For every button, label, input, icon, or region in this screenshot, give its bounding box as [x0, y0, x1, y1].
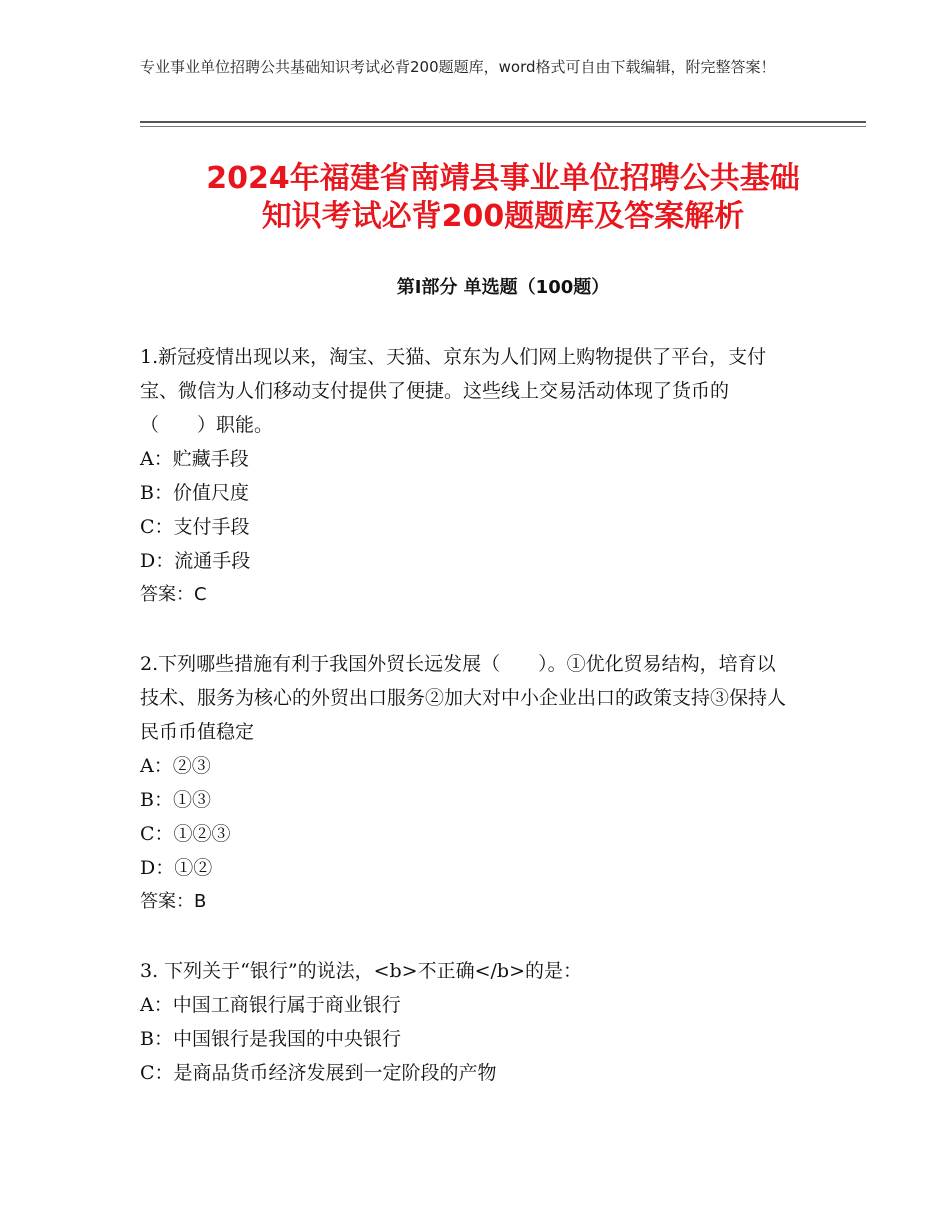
option-b: B：中国银行是我国的中央银行	[140, 1028, 401, 1050]
option-b: B：价值尺度	[140, 482, 249, 504]
answer: 答案：B	[140, 891, 207, 912]
document-title	[140, 160, 866, 236]
question-list	[140, 340, 790, 1125]
option-a: A：贮藏手段	[140, 448, 249, 470]
question-stem: 3. 下列关于“银行”的说法，<b>不正确</b>的是：	[140, 960, 583, 982]
header-note: 专业事业单位招聘公共基础知识考试必背200题题库，word格式可自由下载编辑，附完整答案！	[140, 58, 776, 76]
option-c: C：支付手段	[140, 516, 250, 538]
header-rule-thick	[140, 121, 866, 123]
title-line-1: 2024年福建省南靖县事业单位招聘公共基础	[206, 161, 800, 196]
question-stem: 2.下列哪些措施有利于我国外贸长远发展（ ）。①优化贸易结构，培育以技术、服务为核心的外贸出口服务②加大对中小企业出口的政策支持③保持人民币币值稳定	[140, 653, 787, 743]
question-3	[140, 954, 790, 1090]
option-c: C：①②③	[140, 823, 231, 845]
option-a: A：中国工商银行属于商业银行	[140, 994, 401, 1016]
answer: 答案：C	[140, 584, 207, 605]
section-title: 第Ⅰ部分 单选题（100题）	[396, 277, 610, 298]
question-stem: 1.新冠疫情出现以来，淘宝、天猫、京东为人们网上购物提供了平台，支付宝、微信为人们移动支付提供了便捷。这些线上交易活动体现了货币的（ ）职能。	[140, 346, 767, 436]
title-line-2: 知识考试必背200题题库及答案解析	[261, 199, 745, 234]
header-rule-thin	[140, 126, 866, 127]
option-d: D：流通手段	[140, 550, 251, 572]
question-1	[140, 340, 790, 612]
option-d: D：①②	[140, 857, 213, 879]
option-c: C：是商品货币经济发展到一定阶段的产物	[140, 1062, 497, 1084]
option-b: B：①③	[140, 789, 211, 811]
question-2	[140, 647, 790, 919]
option-a: A：②③	[140, 755, 211, 777]
